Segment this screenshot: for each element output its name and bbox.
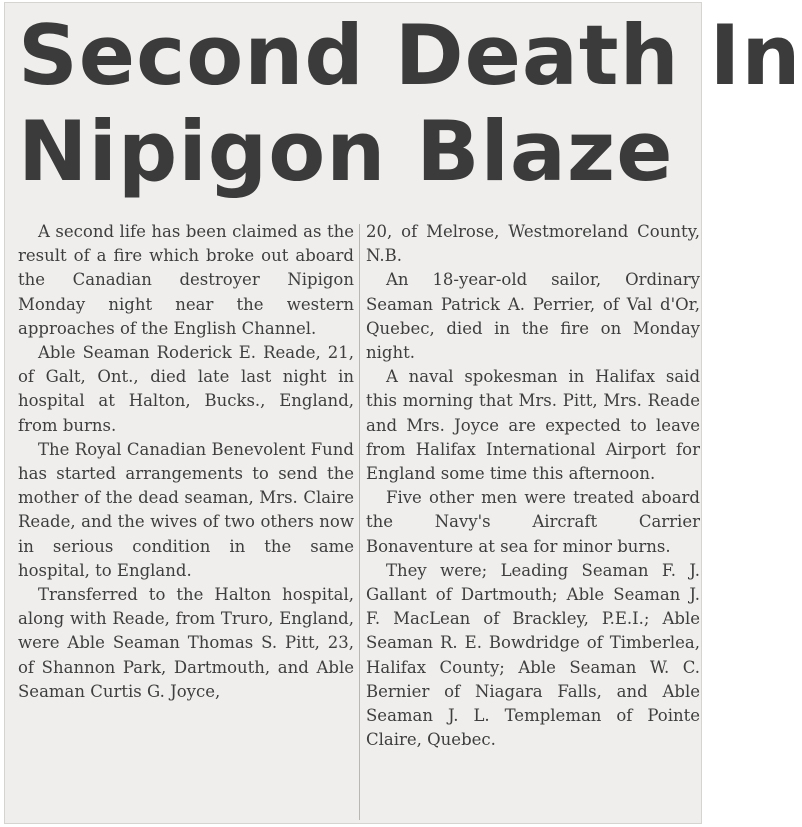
paragraph: Transferred to the Halton hospital, along with Reade, from Truro, England, were Able Seaman Thomas S. Pitt, 23, of Shannon Park, Dartmouth, and Able Seaman Curtis G. Joyce, [18,585,354,701]
newspaper-clipping [4,2,802,824]
headline [18,7,802,200]
paragraph: They were; Leading Seaman F. J. Gallant of Dartmouth; Able Seaman J. F. MacLean of Brackley, P.E.I.; Able Seaman R. E. Bowdridge of Timberlea, Halifax County; Able Seaman W. C. Bernier of Niagara Falls, and Able Seaman J. L. Templeman of Pointe Claire, Quebec. [366,560,700,750]
paragraph: A naval spokesman in Halifax said this morning that Mrs. Pitt, Mrs. Reade and Mrs. Joyce are expected to leave from Halifax International Airport for England some time this afternoon. [366,367,700,484]
column-divider [359,224,360,820]
paragraph: The Royal Canadian Benevolent Fund has started arrangements to send the mother of the dead seaman, Mrs. Claire Reade, and the wives of two others now in serious condition in the same hospital, to England. [18,439,354,580]
paragraph: Able Seaman Roderick E. Reade, 21, of Galt, Ont., died late last night in hospital at Halton, Bucks., England, from burns. [18,343,354,435]
article-column-left [18,220,354,704]
headline-line-2: Nipigon Blaze [18,103,674,200]
paragraph: A second life has been claimed as the result of a fire which broke out aboard the Canadian destroyer Nipigon Monday night near the western approaches of the English Channel. [18,222,354,338]
paragraph: An 18-year-old sailor, Ordinary Seaman Patrick A. Perrier, of Val d'Or, Quebec, died in the fire on Monday night. [366,270,700,363]
headline-line-1: Second Death In [18,7,802,104]
paragraph-continued: 20, of Melrose, Westmoreland County, N.B. [366,222,700,266]
paragraph: Five other men were treated aboard the Navy's Aircraft Carrier Bonaventure at sea for minor burns. [366,488,700,556]
article-column-right [366,220,700,752]
